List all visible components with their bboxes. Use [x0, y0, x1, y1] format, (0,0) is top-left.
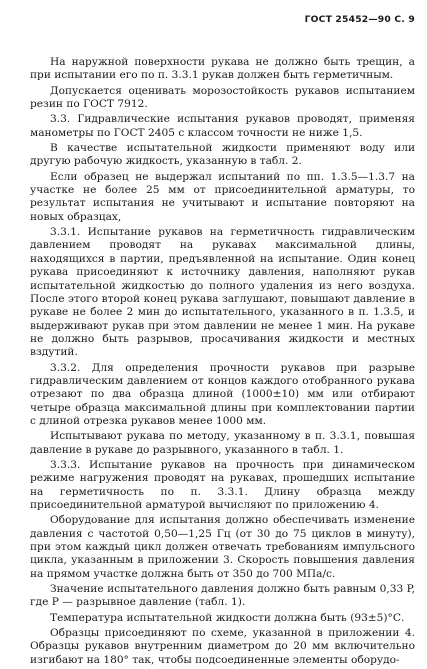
paragraph-test-equipment: Оборудование для испытания должно обеспечивать изменение давления с частотой 0,50—1,25 Гц (от 30 до 75 циклов в минуту), при этом каждый цикл должен отвечать требованиям импульсного цикла, указанным в приложении 3. Скорость повышения давления на прямом участке должна быть от 350 до 700 МПа/с.	[30, 514, 415, 580]
paragraph-3-3-1-tightness-test: 3.3.1. Испытание рукавов на герметичность гидравлическим давлением проводят на рукавах максимальной длины, находящихся в партии, предъявленной на испытание. Один конец рукава присоединяют к источнику давления, наполняют рукав испытательной жидкостью до полного удаления из него воздуха. После этого второй конец рукава заглушают, повышают давление в рукаве не более 2 мин до испытательного, указанного в п. 1.3.5, и выдерживают рукав при этом давлении не менее 1 мин. На рукаве не должно быть разрывов, просачивания жидкости и местных вздутий.	[30, 226, 415, 359]
paragraph-test-pressure: Значение испытательного давления должно быть равным 0,33 P, где P — разрывное давление (табл. 1).	[30, 583, 415, 609]
paragraph-3-3-hydraulic-tests: 3.3. Гидравлические испытания рукавов проводят, применяя манометры по ГОСТ 2405 с классом точности не ниже 1,5.	[30, 113, 415, 139]
paragraph-3-3-3-dynamic-loading: 3.3.3. Испытание рукавов на прочность при динамическом режиме нагружения проводят на рукавах, прошедших испытание на герметичность по п. 3.3.1. Длину образца между присоединительной арматурой вычисляют по приложению 4.	[30, 458, 415, 511]
paragraph-fluid-temperature: Температура испытательной жидкости должна быть (93±5)°С.	[50, 611, 405, 624]
paragraph-sample-connection: Образцы присоединяют по схеме, указанной в приложении 4. Образцы рукавов внутренним диаметром до 20 мм включительно изгибают на 180° так, чтобы подсоединенные элементы оборудо-	[30, 627, 415, 666]
paragraph-surface-cracks: На наружной поверхности рукава не должно быть трещин, а при испытании его по п. 3.3.1 рукав должен быть герметичным.	[30, 56, 415, 82]
paragraph-failed-sample: Если образец не выдержал испытаний по пп. 1.3.5—1.3.7 на участке не более 25 мм от присоединительной арматуры, то результат испытания не учитывают и испытание повторяют на новых образцах,	[30, 170, 415, 223]
paragraph-3-3-2-burst-strength: 3.3.2. Для определения прочности рукавов при разрыве гидравлическим давлением от концов каждого отобранного рукава отрезают по два образца длиной (1000±10) мм или отбирают четыре образца максимальной длины при комплектовании партии с длиной отрезка рукавов менее 1000 мм.	[30, 361, 415, 427]
paragraph-burst-method: Испытывают рукава по методу, указанному в п. 3.3.1, повышая давление в рукаве до разрывного, указанного в табл. 1.	[30, 430, 415, 456]
document-page	[30, 14, 415, 669]
page-header: ГОСТ 25452—90 С. 9	[304, 14, 415, 25]
paragraph-frost-resistance: Допускается оценивать морозостойкость рукавов испытанием резин по ГОСТ 7912.	[30, 84, 415, 111]
paragraph-test-fluid: В качестве испытательной жидкости применяют воду или другую рабочую жидкость, указанную в табл. 2.	[30, 142, 415, 168]
